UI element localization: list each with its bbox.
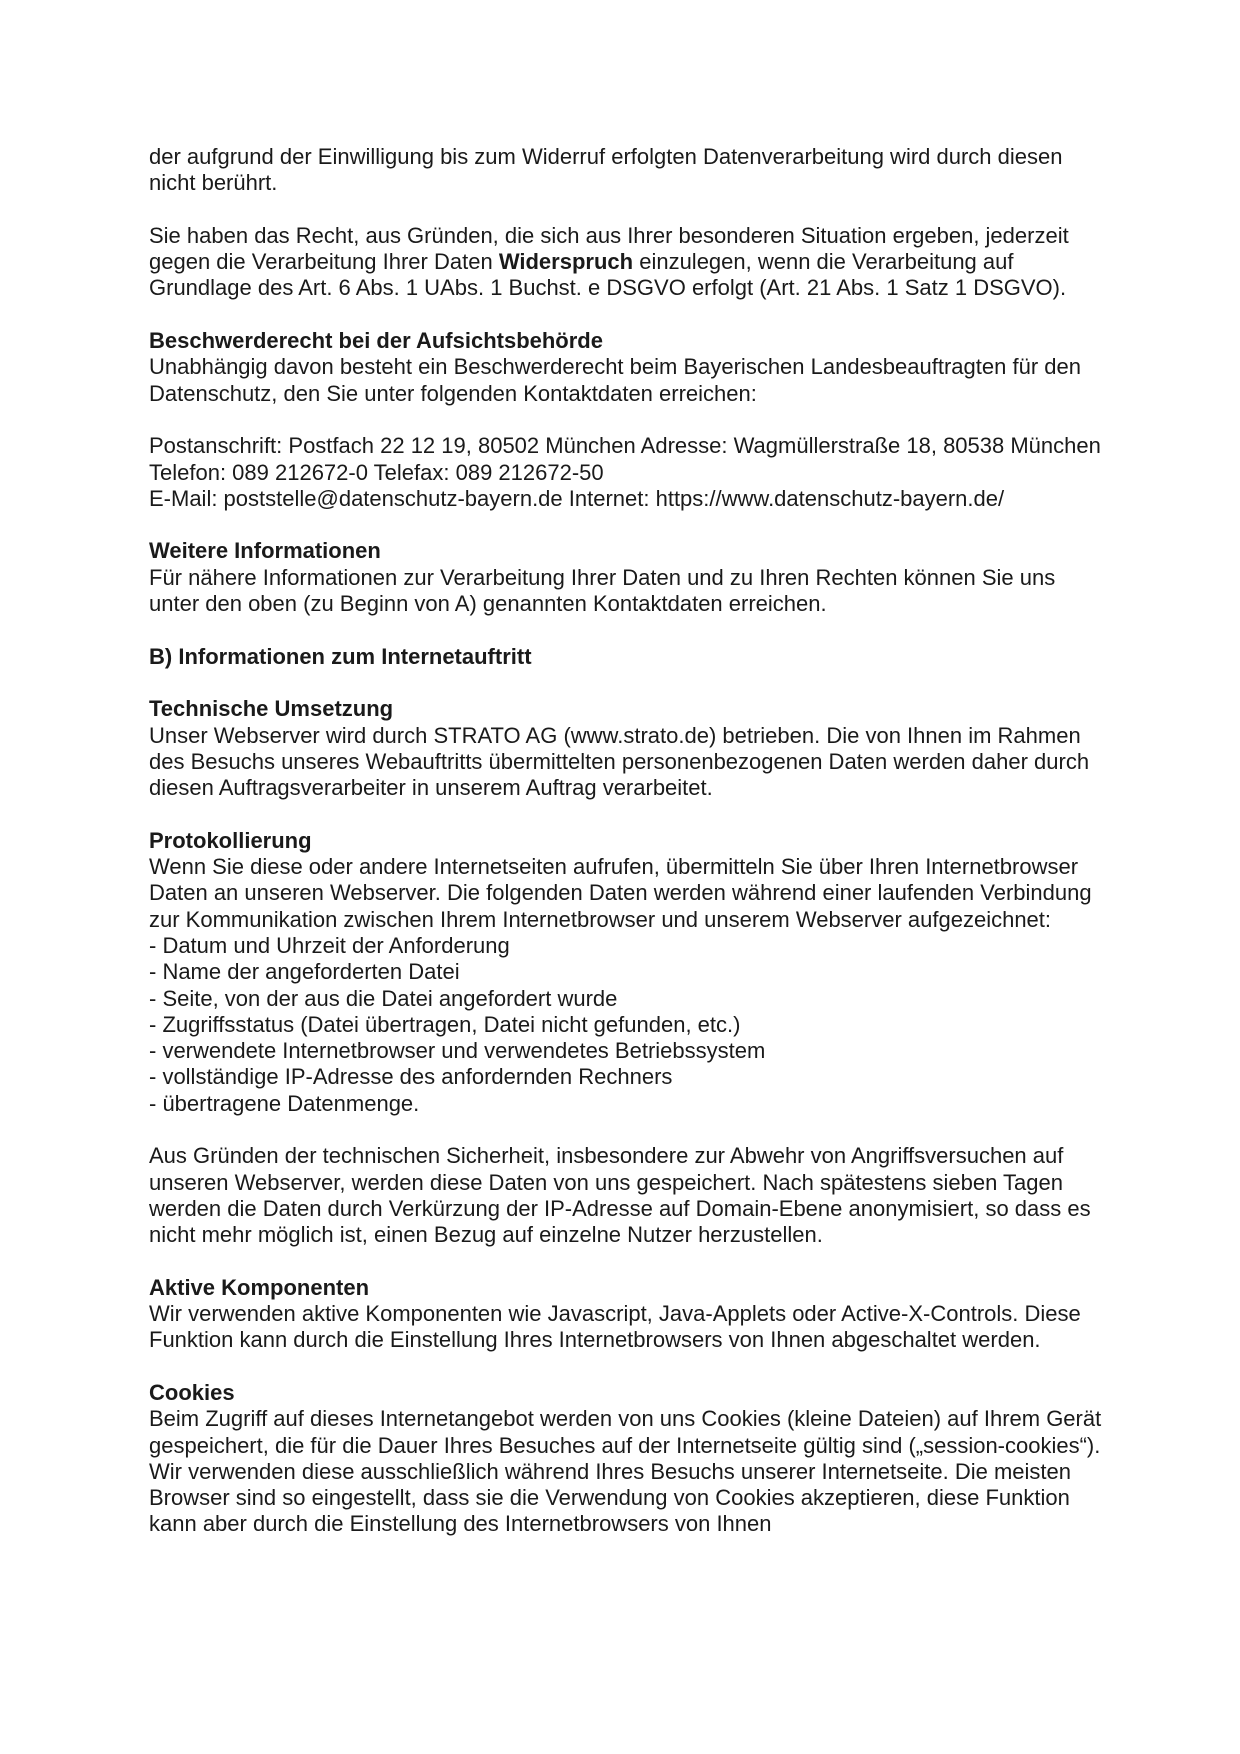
heading-technical: Technische Umsetzung bbox=[149, 696, 394, 722]
section-further-info bbox=[149, 538, 1109, 617]
section-active-components bbox=[149, 1275, 1109, 1354]
heading-logging: Protokollierung bbox=[149, 827, 312, 853]
list-item: - Seite, von der aus die Datei angefordert wurde bbox=[149, 985, 618, 1011]
text-cookies: Beim Zugriff auf dieses Internetangebot werden von uns Cookies (kleine Dateien) auf Ihrem Gerät gespeichert, die für die Dauer Ihres Besuches auf der Internetseite gültig sind („session-cookies“). Wir verwenden diese ausschließlich während Ihres Besuchs unserer Internetseite. Die meisten Browser sind so eingestellt, dass sie die Verwendung von Cookies akzeptieren, diese Funktion kann aber durch die Einstellung des Internetbrowsers von Ihnen bbox=[149, 1406, 1102, 1537]
list-item: - übertragene Datenmenge. bbox=[149, 1090, 420, 1116]
section-complaint bbox=[149, 328, 1109, 407]
section-technical bbox=[149, 696, 1109, 801]
paragraph-security: Aus Gründen der technischen Sicherheit, insbesondere zur Abwehr von Angriffsversuchen auf unseren Webserver, werden diese Daten von uns gespeichert. Nach spätestens sieben Tagen werden die Daten durch Verkürzung der IP-Adresse auf Domain-Ebene anonymisiert, so dass es nicht mehr möglich ist, einen Bezug auf einzelne Nutzer herzustellen. bbox=[149, 1143, 1091, 1248]
list-item: - Datum und Uhrzeit der Anforderung bbox=[149, 932, 510, 958]
objection-text-after: einzulegen, wenn die Verarbeitung auf Grundlage des Art. 6 Abs. 1 UAbs. 1 Buchst. e DSGVO erfolgt (Art. 21 Abs. 1 Satz 1 DSGVO). bbox=[149, 249, 1067, 301]
objection-text-before: Sie haben das Recht, aus Gründen, die sich aus Ihrer besonderen Situation ergeben, jederzeit gegen die Verarbeitung Ihrer Daten bbox=[149, 222, 1069, 275]
heading-cookies: Cookies bbox=[149, 1379, 235, 1405]
contact-address: Postanschrift: Postfach 22 12 19, 80502 München Adresse: Wagmüllerstraße 18, 80538 München Telefon: 089 212672-0 Telefax: 089 212672-50 bbox=[149, 433, 1101, 485]
heading-section-b: B) Informationen zum Internetauftritt bbox=[149, 643, 532, 669]
list-item: - Name der angeforderten Datei bbox=[149, 959, 460, 985]
heading-active-components: Aktive Komponenten bbox=[149, 1274, 370, 1300]
contact-block bbox=[149, 433, 1109, 512]
objection-bold: Widerspruch bbox=[498, 249, 634, 275]
text-active-components: Wir verwenden aktive Komponenten wie Javascript, Java-Applets oder Active-X-Controls. Diese Funktion kann durch die Einstellung Ihres Internetbrowsers von Ihnen abgeschaltet werden. bbox=[149, 1301, 1081, 1353]
logging-list bbox=[149, 933, 1109, 1117]
list-item: - Zugriffsstatus (Datei übertragen, Datei nicht gefunden, etc.) bbox=[149, 1011, 741, 1037]
text-technical: Unser Webserver wird durch STRATO AG (www.strato.de) betrieben. Die von Ihnen im Rahmen des Besuchs unseres Webauftritts übermittelten personenbezogenen Daten werden daher durch diesen Auftragsverarbeiter in unserem Auftrag verarbeitet. bbox=[149, 722, 1090, 801]
heading-further-info: Weitere Informationen bbox=[149, 538, 381, 564]
text-logging: Wenn Sie diese oder andere Internetseiten aufrufen, übermitteln Sie über Ihren Internetbrowser Daten an unseren Webserver. Die folgenden Daten werden während einer laufenden Verbindung zur Kommunikation zwischen Ihrem Internetbrowser und unserem Webserver aufgezeichnet: bbox=[149, 854, 1092, 932]
document-page bbox=[149, 144, 1109, 1564]
section-cookies bbox=[149, 1380, 1109, 1538]
text-further-info: Für nähere Informationen zur Verarbeitung Ihrer Daten und zu Ihren Rechten können Sie uns unter den oben (zu Beginn von A) genannten Kontaktdaten erreichen. bbox=[149, 564, 1056, 617]
list-item: - verwendete Internetbrowser und verwendetes Betriebssystem bbox=[149, 1038, 766, 1064]
paragraph-consent: der aufgrund der Einwilligung bis zum Widerruf erfolgten Datenverarbeitung wird durch diesen nicht berührt. bbox=[149, 144, 1063, 196]
contact-email-internet: E-Mail: poststelle@datenschutz-bayern.de Internet: https://www.datenschutz-bayern.de/ bbox=[149, 485, 1005, 511]
list-item: - vollständige IP-Adresse des anfordernden Rechners bbox=[149, 1064, 673, 1090]
paragraph-objection bbox=[149, 223, 1109, 302]
text-complaint: Unabhängig davon besteht ein Beschwerderecht beim Bayerischen Landesbeauftragten für den Datenschutz, den Sie unter folgenden Kontaktdaten erreichen: bbox=[149, 354, 1081, 406]
heading-complaint: Beschwerderecht bei der Aufsichtsbehörde bbox=[149, 328, 603, 354]
section-logging bbox=[149, 828, 1109, 1117]
